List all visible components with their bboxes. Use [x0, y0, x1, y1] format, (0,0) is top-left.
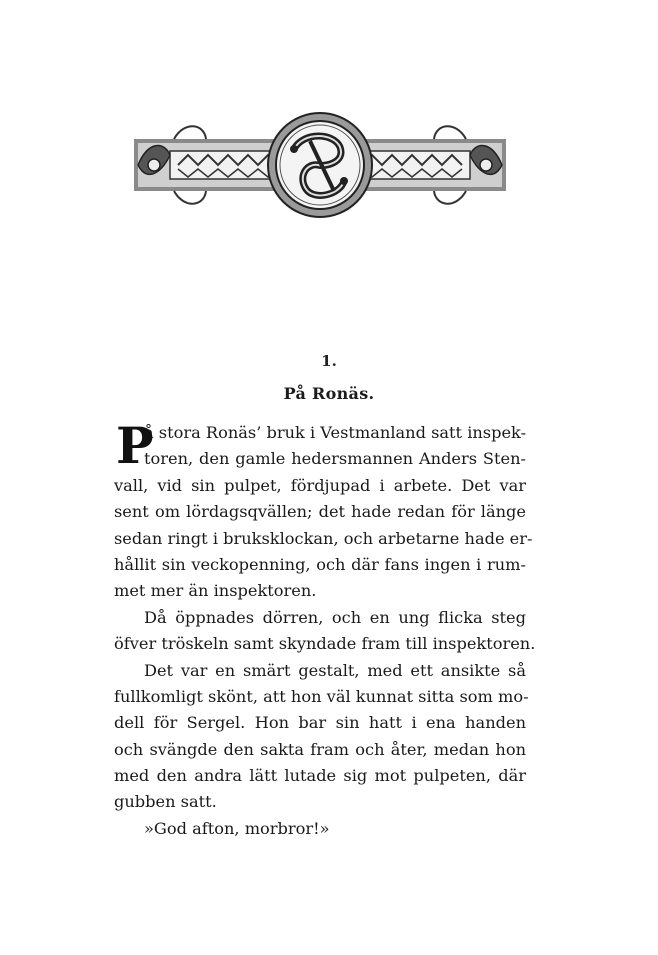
chapter-title: På Ronäs.: [283, 384, 375, 403]
third-paragraph: [114, 658, 529, 816]
ornament-icon: [134, 111, 506, 219]
second-paragraph: [114, 605, 536, 658]
text-line: toren, den gamle hedersmannen Anders Sten-: [144, 449, 526, 469]
text-line: fullkomligt skönt, att hon väl kunnat sitta som mo-: [114, 686, 529, 706]
first-paragraph: [114, 416, 533, 605]
text-line: met mer än inspektoren.: [114, 581, 317, 601]
body-text: [114, 416, 536, 842]
chapter-number: 1.: [321, 352, 337, 370]
text-line: vall, vid sin pulpet, fördjupad i arbete. Det var: [114, 475, 526, 495]
header-ornament: [134, 111, 506, 219]
text-line: hållit sin veckopenning, och där fans ingen i rum-: [114, 554, 526, 574]
text-line: sedan ringt i bruksklockan, och arbetarne hade er-: [114, 528, 533, 548]
text-line: Då öppnades dörren, och en ung flicka steg: [144, 607, 526, 627]
text-line: gubben satt.: [114, 792, 217, 812]
text-line: Det var en smärt gestalt, med ett ansikte så: [144, 660, 526, 680]
text-line: och svängde den sakta fram och åter, medan hon: [114, 739, 526, 759]
dropcap-letter: P: [116, 416, 154, 475]
dialogue-line: »God afton, morbror!»: [144, 818, 330, 838]
text-line: sent om lördagsqvällen; det hade redan för länge: [114, 502, 526, 522]
text-line: dell för Sergel. Hon bar sin hatt i ena handen: [114, 713, 526, 733]
text-line: öfver tröskeln samt skyndade fram till inspektoren.: [114, 634, 536, 654]
text-line: med den andra lätt lutade sig mot pulpeten, där: [114, 766, 526, 786]
text-line: å stora Ronäs’ bruk i Vestmanland satt inspek-: [144, 423, 527, 442]
fourth-paragraph: [114, 816, 526, 842]
